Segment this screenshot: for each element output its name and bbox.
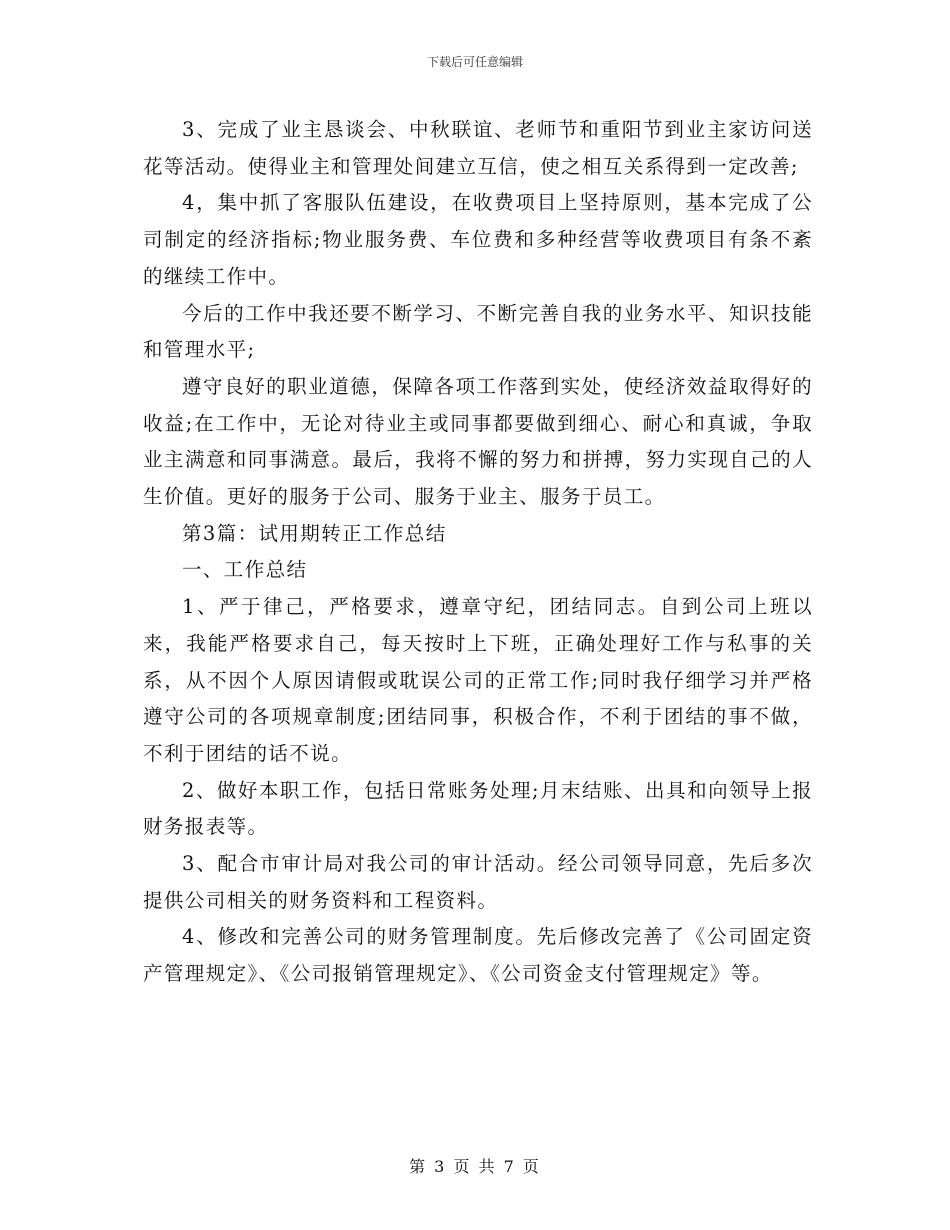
page-header: 下载后可任意编辑: [426, 55, 523, 69]
subsection-title: 一、工作总结: [182, 558, 308, 582]
paragraph: 4、修改和完善公司的财务管理制度。先后修改完善了《公司固定资产管理规定》、《公司报销管理规定》、《公司资金支付管理规定》等。: [143, 925, 813, 986]
page-number: 第 3 页 共 7 页: [409, 1157, 541, 1176]
paragraph: 1、严于律己，严格要求，遵章守纪，团结同志。自到公司上班以来，我能严格要求自己，每天按时上下班，正确处理好工作与私事的关系，从不因个人原因请假或耽误公司的正常工作;同时我仔细学习并严格遵守公司的各项规章制度;团结同事，积极合作，不利于团结的事不做，不利于团结的话不说。: [143, 595, 813, 765]
paragraph: 3、配合市审计局对我公司的审计活动。经公司领导同意，先后多次提供公司相关的财务资料和工程资料。: [143, 852, 813, 912]
paragraph: 今后的工作中我还要不断学习、不断完善自我的业务水平、知识技能和管理水平;: [143, 301, 813, 362]
paragraph: 遵守良好的职业道德，保障各项工作落到实处，使经济效益取得好的收益;在工作中，无论对待业主或同事都要做到细心、耐心和真诚，争取业主满意和同事满意。最后，我将不懈的努力和拼搏，努力实现自己的人生价值。更好的服务于公司、服务于业主、服务于员工。: [143, 374, 813, 509]
paragraph: 4，集中抓了客服队伍建设，在收费项目上坚持原则，基本完成了公司制定的经济指标;物业服务费、车位费和多种经营等收费项目有条不紊的继续工作中。: [143, 191, 813, 288]
paragraph: 3、完成了业主恳谈会、中秋联谊、老师节和重阳节到业主家访问送花等活动。使得业主和管理处间建立互信，使之相互关系得到一定改善;: [143, 118, 813, 178]
section-title: 第3篇：试用期转正工作总结: [182, 521, 447, 545]
document-body: [143, 112, 813, 993]
paragraph: 2、做好本职工作，包括日常账务处理;月末结账、出具和向领导上报财务报表等。: [143, 778, 813, 839]
